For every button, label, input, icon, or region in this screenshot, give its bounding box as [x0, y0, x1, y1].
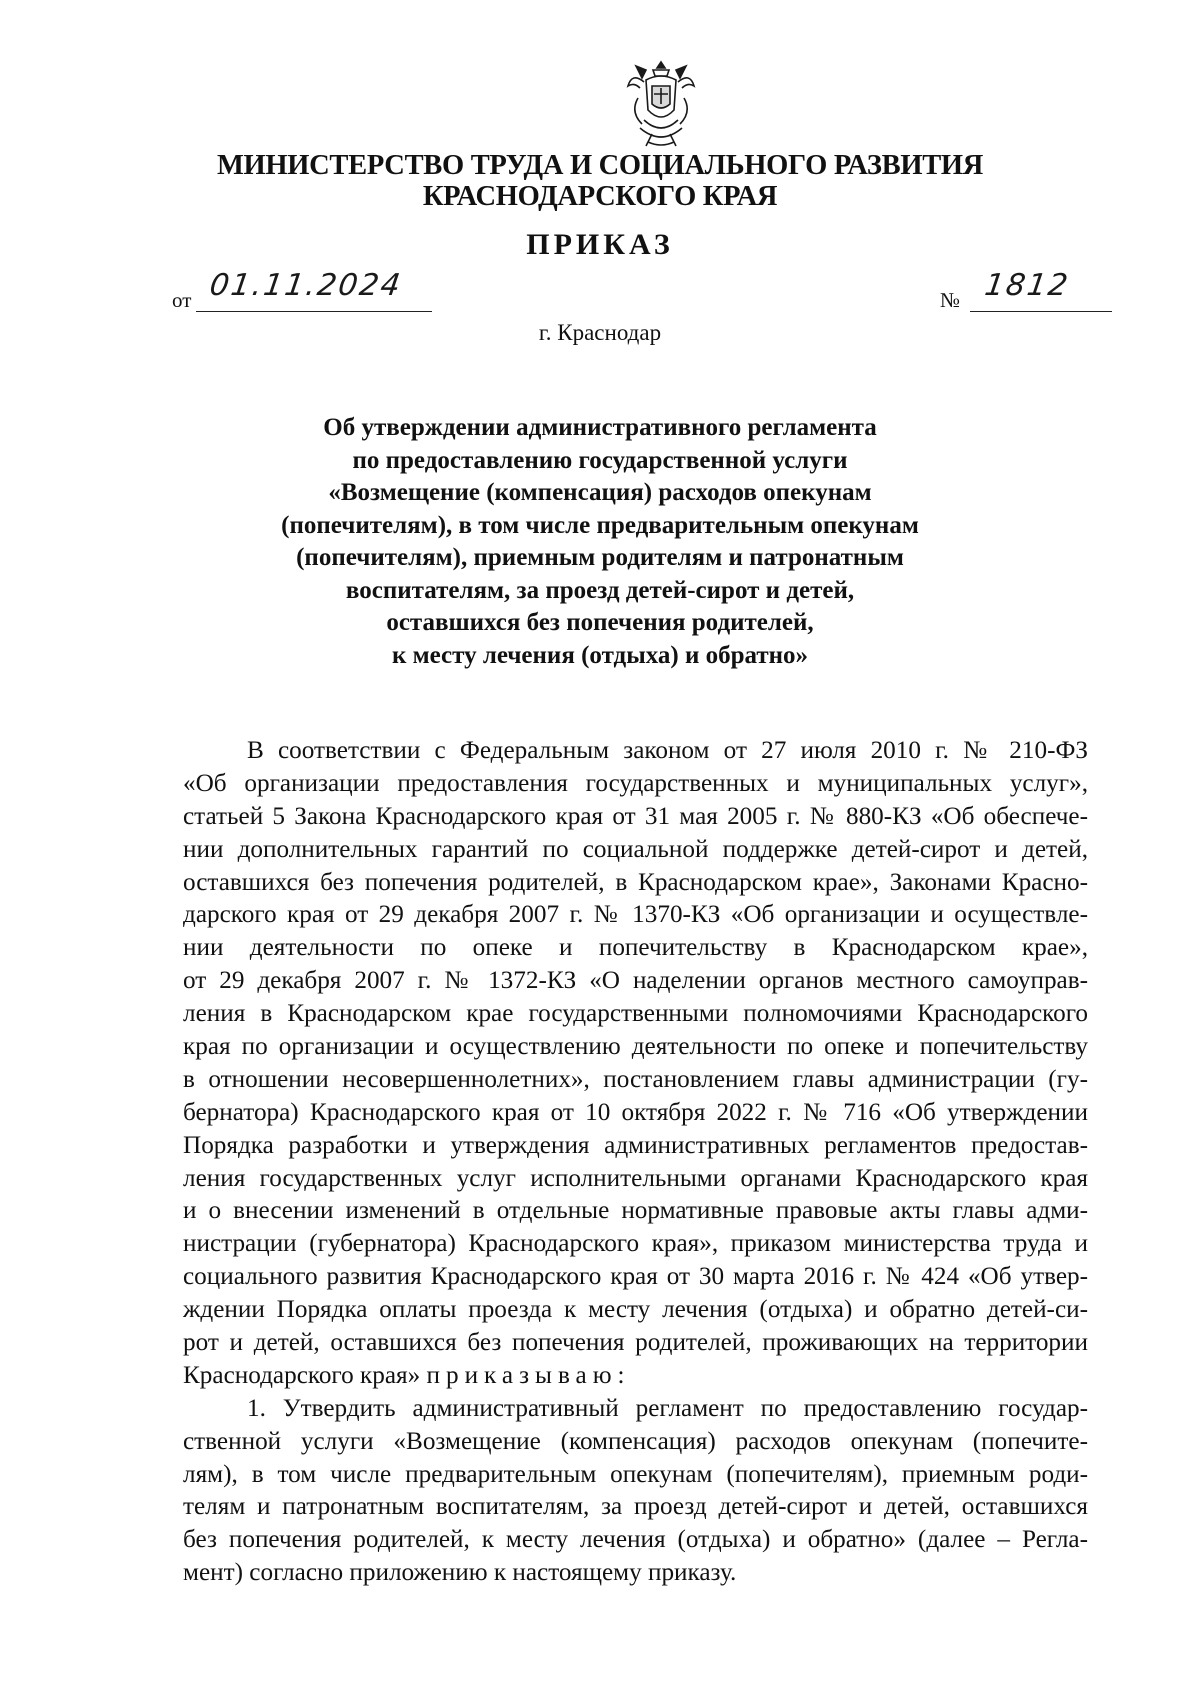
ministry-name — [150, 150, 1050, 212]
body-line: нии дополнительных гарантий по социальной поддержке детей-сирот и детей, — [183, 835, 1088, 863]
preamble-ending: Краснодарского края» — [183, 1361, 421, 1389]
ministry-line-1: МИНИСТЕРСТВО ТРУДА И СОЦИАЛЬНОГО РАЗВИТИЯ — [216, 150, 984, 181]
body-line: «Об организации предоставления государственных и муниципальных услуг», — [183, 769, 1088, 797]
title-line: Об утверждении административного регламента — [323, 414, 877, 441]
title-line: (попечителям), в том числе предварительным опекунам — [281, 511, 919, 539]
coat-of-arms-icon — [622, 58, 700, 150]
item-1-line: телям и патронатным воспитателям, за проезд детей-сирот и детей, оставшихся — [183, 1493, 1088, 1521]
body-line: дарского края от 29 декабря 2007 г. № 1370-КЗ «Об организации и осуществле- — [183, 901, 1088, 929]
title-line: (попечителям), приемным родителям и патронатным — [296, 544, 904, 571]
title-line: к месту лечения (отдыха) и обратно» — [391, 641, 809, 669]
handwritten-number: 1812 — [982, 268, 1072, 303]
body-line: в отношении несовершеннолетних», постановлением главы администрации (гу- — [183, 1065, 1088, 1093]
body-line: социального развития Краснодарского края от 30 марта 2016 г. № 424 «Об утвер- — [183, 1263, 1088, 1291]
title-line: по предоставлению государственной услуги — [352, 446, 848, 474]
item-1-last-line: мент) согласно приложению к настоящему приказу. — [183, 1559, 737, 1587]
body-line: нистрации (губернатора) Краснодарского края», приказом министерства труда и — [183, 1230, 1088, 1258]
document-type-heading: ПРИКАЗ — [526, 228, 674, 261]
title-line: воспитателям, за проезд детей-сирот и детей, — [345, 576, 855, 604]
number-underline — [970, 311, 1112, 312]
handwritten-date: 01.11.2024 — [207, 268, 405, 303]
date-label: от — [172, 288, 192, 312]
body-line: от 29 декабря 2007 г. № 1372-КЗ «О наделении органов местного самоуправ- — [183, 967, 1088, 995]
date-underline — [196, 311, 432, 312]
title-line: «Возмещение (компенсация) расходов опекунам — [328, 479, 872, 506]
body-line: и о внесении изменений в отдельные нормативные правовые акты главы адми- — [183, 1197, 1088, 1225]
body-line: ждении Порядка оплаты проезда к месту лечения (отдыха) и обратно детей-си- — [183, 1296, 1088, 1324]
order-title — [260, 412, 940, 672]
body-line: Порядка разработки и утверждения административных регламентов предостав- — [183, 1131, 1088, 1159]
city-line: г. Краснодар — [538, 320, 662, 345]
item-1-line: без попечения родителей, к месту лечения (отдыха) и обратно» (далее – Регла- — [183, 1526, 1088, 1554]
body-line: бернатора) Краснодарского края от 10 октября 2022 г. № 716 «Об утверждении — [183, 1098, 1088, 1126]
number-label: № — [940, 288, 961, 312]
order-body — [183, 735, 1088, 1590]
item-1-line: ственной услуги «Возмещение (компенсация) расходов опекунам (попечите- — [183, 1427, 1088, 1455]
body-line: оставшихся без попечения родителей, в Краснодарском крае», Законами Красно- — [183, 868, 1088, 896]
body-line: ления в Краснодарском крае государственными полномочиями Краснодарского — [183, 1000, 1088, 1028]
body-line: В соответствии с Федеральным законом от 27 июля 2010 г. № 210-ФЗ — [247, 737, 1088, 764]
body-line: статьей 5 Закона Краснодарского края от 31 мая 2005 г. № 880-КЗ «Об обеспече- — [183, 802, 1088, 830]
body-line: ления государственных услуг исполнительными органами Краснодарского края — [183, 1164, 1088, 1192]
ministry-line-2: КРАСНОДАРСКОГО КРАЯ — [422, 181, 778, 212]
decree-word: приказываю: — [426, 1361, 631, 1389]
body-line-final — [183, 1360, 1088, 1393]
body-line: края по организации и осуществлению деятельности по опеке и попечительству — [183, 1033, 1088, 1061]
body-line: нии деятельности по опеке и попечительству в Краснодарском крае», — [183, 934, 1088, 962]
item-1-line: 1. Утвердить административный регламент по предоставлению государ- — [247, 1394, 1088, 1422]
body-line: рот и детей, оставшихся без попечения родителей, проживающих на территории — [183, 1329, 1088, 1357]
item-1-line: лям), в том числе предварительным опекунам (попечителям), приемным роди- — [183, 1460, 1088, 1488]
title-line: оставшихся без попечения родителей, — [386, 609, 814, 636]
